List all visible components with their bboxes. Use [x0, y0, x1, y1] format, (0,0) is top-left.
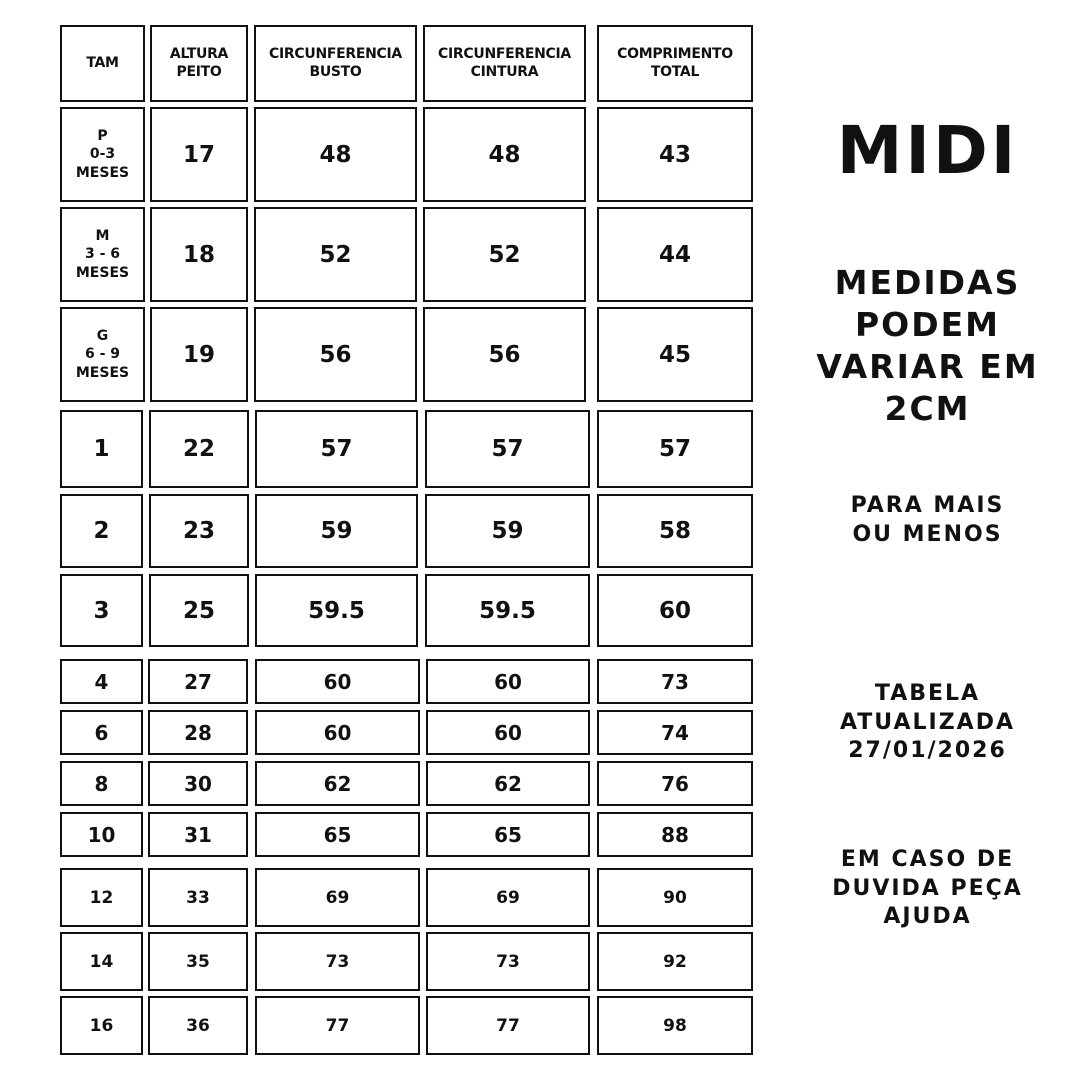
- cell-size: P 0-3 MESES: [60, 107, 145, 202]
- cell-comprimento-total: 92: [597, 932, 753, 991]
- cell-altura-peito: 27: [148, 659, 248, 704]
- cell-circunferencia-cintura: 56: [423, 307, 586, 402]
- cell-circunferencia-busto: 73: [255, 932, 420, 991]
- cell-circunferencia-busto: 77: [255, 996, 420, 1055]
- cell-circunferencia-cintura: 62: [426, 761, 590, 806]
- cell-circunferencia-busto: 65: [255, 812, 420, 857]
- cell-circunferencia-cintura: 57: [425, 410, 590, 488]
- cell-size: 16: [60, 996, 143, 1055]
- cell-altura-peito: 33: [148, 868, 248, 927]
- cell-altura-peito: 35: [148, 932, 248, 991]
- cell-circunferencia-busto: 62: [255, 761, 420, 806]
- cell-size: 12: [60, 868, 143, 927]
- cell-comprimento-total: 58: [597, 494, 753, 568]
- cell-altura-peito: 22: [149, 410, 249, 488]
- cell-circunferencia-cintura: 65: [426, 812, 590, 857]
- cell-comprimento-total: 90: [597, 868, 753, 927]
- cell-comprimento-total: 60: [597, 574, 753, 647]
- table-updated-note: TABELA ATUALIZADA 27/01/2026: [839, 681, 1015, 764]
- cell-circunferencia-cintura: 48: [423, 107, 586, 202]
- cell-comprimento-total: 76: [597, 761, 753, 806]
- cell-size: 3: [60, 574, 143, 647]
- cell-circunferencia-busto: 48: [254, 107, 417, 202]
- cell-size: 10: [60, 812, 143, 857]
- cell-size: 6: [60, 710, 143, 755]
- cell-size: 8: [60, 761, 143, 806]
- cell-size: M 3 - 6 MESES: [60, 207, 145, 302]
- cell-size: G 6 - 9 MESES: [60, 307, 145, 402]
- cell-circunferencia-cintura: 60: [426, 659, 590, 704]
- header-circunferencia-cintura: CIRCUNFERENCIA CINTURA: [423, 25, 586, 102]
- cell-size: 1: [60, 410, 143, 488]
- cell-circunferencia-busto: 60: [255, 659, 420, 704]
- cell-altura-peito: 28: [148, 710, 248, 755]
- cell-size: 2: [60, 494, 143, 568]
- cell-comprimento-total: 45: [597, 307, 753, 402]
- cell-altura-peito: 31: [148, 812, 248, 857]
- cell-circunferencia-busto: 69: [255, 868, 420, 927]
- cell-altura-peito: 17: [150, 107, 248, 202]
- cell-size: 4: [60, 659, 143, 704]
- cell-circunferencia-cintura: 59: [425, 494, 590, 568]
- cell-circunferencia-cintura: 73: [426, 932, 590, 991]
- cell-comprimento-total: 88: [597, 812, 753, 857]
- cell-circunferencia-cintura: 59.5: [425, 574, 590, 647]
- cell-comprimento-total: 73: [597, 659, 753, 704]
- cell-comprimento-total: 74: [597, 710, 753, 755]
- cell-altura-peito: 23: [149, 494, 249, 568]
- cell-circunferencia-cintura: 77: [426, 996, 590, 1055]
- cell-circunferencia-busto: 60: [255, 710, 420, 755]
- header-size: TAM: [60, 25, 145, 102]
- measurement-variation-note: MEDIDAS PODEM VARIAR EM 2CM: [816, 263, 1039, 428]
- cell-circunferencia-busto: 59.5: [255, 574, 418, 647]
- cell-circunferencia-busto: 59: [255, 494, 418, 568]
- cell-altura-peito: 18: [150, 207, 248, 302]
- cell-circunferencia-busto: 57: [255, 410, 418, 488]
- cell-comprimento-total: 43: [597, 107, 753, 202]
- cell-altura-peito: 36: [148, 996, 248, 1055]
- cell-comprimento-total: 57: [597, 410, 753, 488]
- cell-circunferencia-busto: 56: [254, 307, 417, 402]
- help-note: EM CASO DE DUVIDA PEÇA AJUDA: [832, 847, 1023, 930]
- model-title: MIDI: [836, 112, 1019, 189]
- cell-size: 14: [60, 932, 143, 991]
- cell-circunferencia-cintura: 60: [426, 710, 590, 755]
- cell-comprimento-total: 44: [597, 207, 753, 302]
- cell-circunferencia-busto: 52: [254, 207, 417, 302]
- cell-circunferencia-cintura: 52: [423, 207, 586, 302]
- header-circunferencia-busto: CIRCUNFERENCIA BUSTO: [254, 25, 417, 102]
- header-comprimento-total: COMPRIMENTO TOTAL: [597, 25, 753, 102]
- cell-circunferencia-cintura: 69: [426, 868, 590, 927]
- cell-altura-peito: 25: [149, 574, 249, 647]
- measurement-variation-subnote: PARA MAIS OU MENOS: [850, 493, 1005, 547]
- cell-altura-peito: 19: [150, 307, 248, 402]
- cell-comprimento-total: 98: [597, 996, 753, 1055]
- header-altura-peito: ALTURA PEITO: [150, 25, 248, 102]
- cell-altura-peito: 30: [148, 761, 248, 806]
